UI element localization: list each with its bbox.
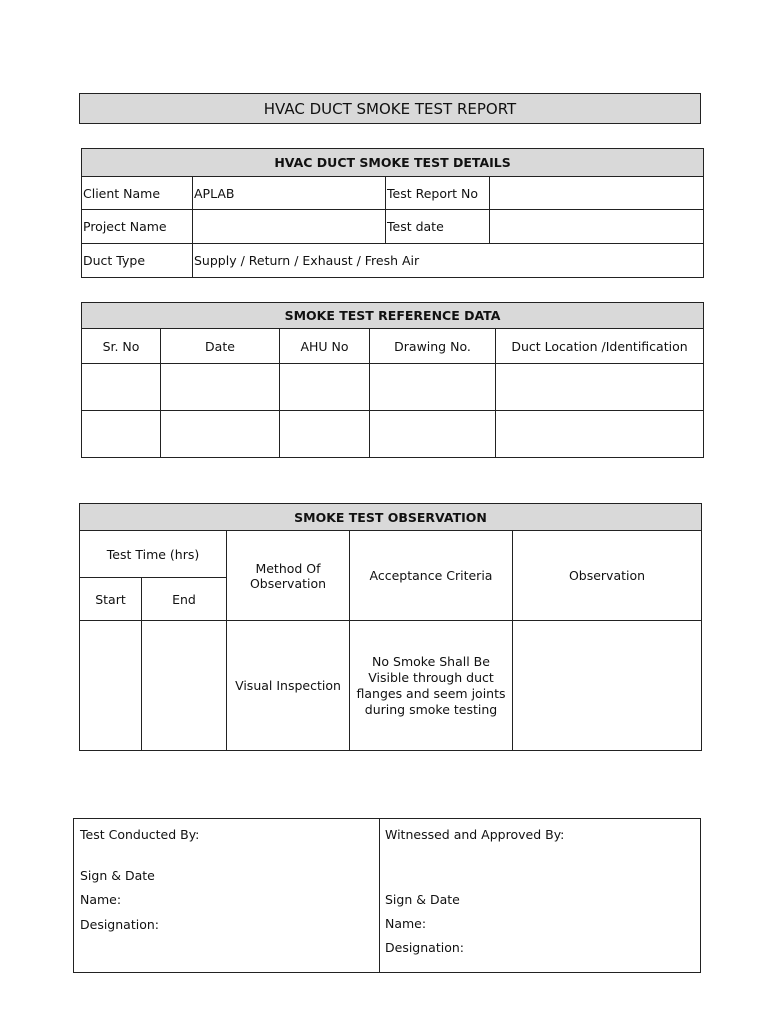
table-cell — [82, 411, 161, 458]
reference-header: SMOKE TEST REFERENCE DATA — [82, 303, 704, 329]
observation-header: SMOKE TEST OBSERVATION — [80, 504, 702, 531]
duct-type-value: Supply / Return / Exhaust / Fresh Air — [193, 244, 704, 278]
test-details-table — [81, 148, 704, 278]
observation-table — [79, 503, 702, 751]
project-name-label: Project Name — [82, 210, 193, 244]
duct-type-label: Duct Type — [82, 244, 193, 278]
column-header: Duct Location /Identification — [496, 329, 704, 364]
acceptance-label: Acceptance Criteria — [350, 531, 513, 621]
observation-label: Observation — [513, 531, 702, 621]
method-value: Visual Inspection — [227, 621, 350, 751]
end-label: End — [142, 578, 227, 621]
table-cell — [280, 411, 370, 458]
column-header: Sr. No — [82, 329, 161, 364]
table-cell — [496, 364, 704, 411]
table-cell — [161, 411, 280, 458]
test-conducted-heading: Test Conducted By: — [80, 827, 200, 842]
table-row — [82, 364, 704, 411]
details-header: HVAC DUCT SMOKE TEST DETAILS — [82, 149, 704, 177]
test-date-label: Test date — [386, 210, 490, 244]
start-value — [80, 621, 142, 751]
witnessed-sign-date: Sign & Date — [385, 892, 460, 907]
witnessed-heading: Witnessed and Approved By: — [385, 827, 565, 842]
signoff-box — [73, 818, 701, 973]
column-header: Date — [161, 329, 280, 364]
start-label: Start — [80, 578, 142, 621]
table-cell — [82, 364, 161, 411]
table-row — [82, 411, 704, 458]
witnessed-approved-section — [379, 819, 700, 972]
test-date-value — [490, 210, 704, 244]
observation-value — [513, 621, 702, 751]
test-conducted-section — [74, 819, 380, 972]
column-header: AHU No — [280, 329, 370, 364]
test-time-label: Test Time (hrs) — [80, 531, 227, 578]
table-cell — [280, 364, 370, 411]
witnessed-name: Name: — [385, 916, 427, 931]
table-cell — [370, 411, 496, 458]
test-conducted-name: Name: — [80, 892, 122, 907]
test-report-no-value — [490, 177, 704, 210]
client-name-label: Client Name — [82, 177, 193, 210]
test-report-no-label: Test Report No — [386, 177, 490, 210]
test-conducted-designation: Designation: — [80, 917, 159, 932]
table-cell — [496, 411, 704, 458]
test-conducted-sign-date: Sign & Date — [80, 868, 155, 883]
report-title: HVAC DUCT SMOKE TEST REPORT — [79, 93, 701, 124]
table-cell — [161, 364, 280, 411]
table-cell — [370, 364, 496, 411]
client-name-value: APLAB — [193, 177, 386, 210]
method-label: Method Of Observation — [227, 531, 350, 621]
column-header: Drawing No. — [370, 329, 496, 364]
reference-data-table — [81, 302, 704, 458]
witnessed-designation: Designation: — [385, 940, 464, 955]
project-name-value — [193, 210, 386, 244]
end-value — [142, 621, 227, 751]
acceptance-value: No Smoke Shall Be Visible through duct flanges and seem joints during smoke testing — [350, 621, 513, 751]
